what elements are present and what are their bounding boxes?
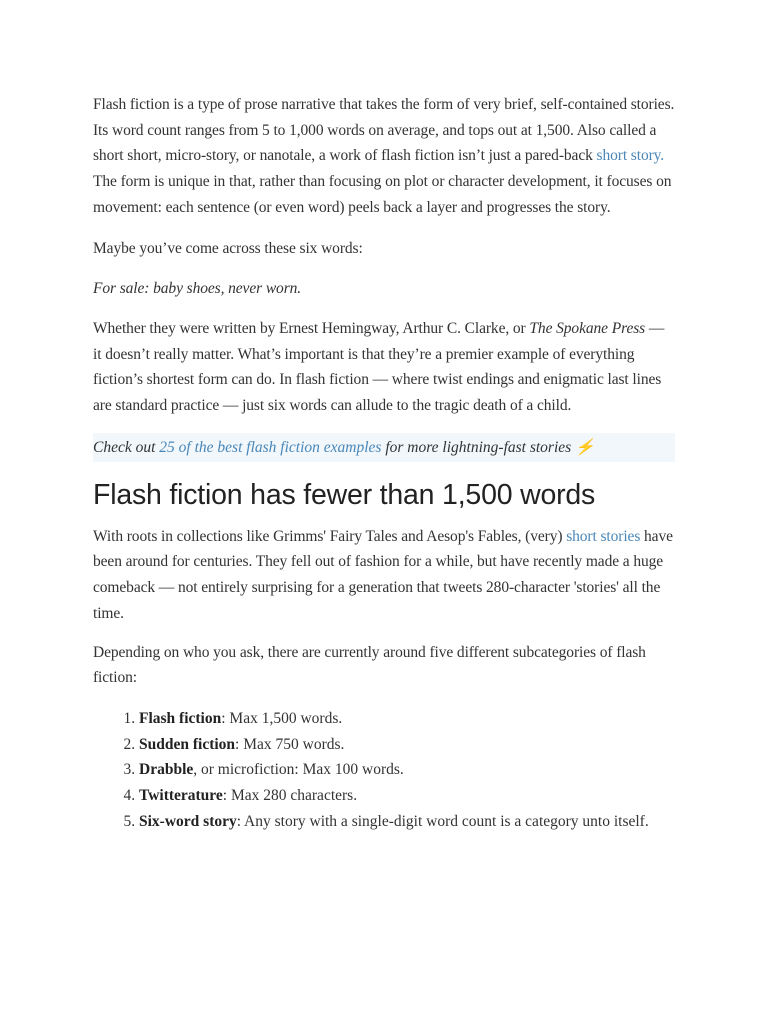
list-item	[139, 809, 675, 835]
list-item	[139, 706, 675, 732]
list-item-term: Sudden fiction	[139, 735, 236, 753]
callout-text-start: Check out	[93, 438, 160, 456]
list-item-desc: : Max 750 words.	[235, 735, 345, 753]
list-item-desc: , or microfiction: Max 100 words.	[193, 761, 404, 779]
hemingway-text-end: — it doesn’t really matter. What’s important is that they’re a premier example of everything fiction’s shortest form can do. In flash fiction — where twist endings and enigmatic last lines are standard practice — just six words can allude to the tragic death of a child.	[93, 319, 665, 415]
subcategories-list	[93, 706, 675, 835]
list-item-term: Drabble	[139, 761, 194, 779]
six-words-intro: Maybe you’ve come across these six words:	[93, 239, 363, 257]
roots-text-end: have been around for centuries. They fell out of fashion for a while, but have recently made a huge comeback — not entirely surprising for a generation that tweets 280-character 'stories' all the time.	[93, 527, 673, 622]
section-heading: Flash fiction has fewer than 1,500 words	[93, 478, 596, 511]
spokane-press-title: The Spokane Press	[529, 319, 646, 337]
list-item	[139, 783, 675, 809]
roots-text-start: With roots in collections like Grimms' Fairy Tales and Aesop's Fables, (very)	[93, 527, 567, 545]
list-item-term: Six-word story	[139, 812, 237, 830]
list-item-desc: : Any story with a single-digit word count is a category unto itself.	[236, 812, 649, 830]
flash-fiction-examples-link[interactable]: 25 of the best flash fiction examples	[159, 438, 382, 456]
callout-text-end: for more lightning-fast stories ⚡	[381, 438, 595, 456]
list-item	[139, 757, 675, 783]
intro-text-start: Flash fiction is a type of prose narrative that takes the form of very brief, self-contained stories. Its word count ranges from 5 to 1,000 words on average, and tops out at 1,500. Also called a short short, micro-story, or nanotale, a work of flash fiction isn’t just a pared-back	[93, 96, 675, 165]
list-item-term: Twitterature	[139, 787, 223, 805]
intro-text-end: The form is unique in that, rather than focusing on plot or character development, it focuses on movement: each sentence (or even word) peels back a layer and progresses the story.	[93, 173, 672, 216]
short-story-link[interactable]: short story.	[596, 147, 665, 165]
hemingway-text-start: Whether they were written by Ernest Hemingway, Arthur C. Clarke, or	[93, 319, 530, 337]
six-word-quote: For sale: baby shoes, never worn.	[93, 280, 302, 298]
intro-paragraph	[93, 92, 675, 221]
subcategories-intro: Depending on who you ask, there are currently around five different subcategories of flash fiction:	[93, 643, 646, 687]
hemingway-paragraph	[93, 316, 675, 419]
roots-paragraph	[93, 524, 675, 627]
list-item-term: Flash fiction	[139, 709, 222, 727]
list-item-desc: : Max 280 characters.	[222, 787, 358, 805]
list-item	[139, 732, 675, 758]
article-body	[93, 92, 675, 834]
short-stories-link[interactable]: short stories	[566, 527, 641, 545]
examples-callout	[93, 433, 675, 462]
list-item-desc: : Max 1,500 words.	[221, 709, 343, 727]
